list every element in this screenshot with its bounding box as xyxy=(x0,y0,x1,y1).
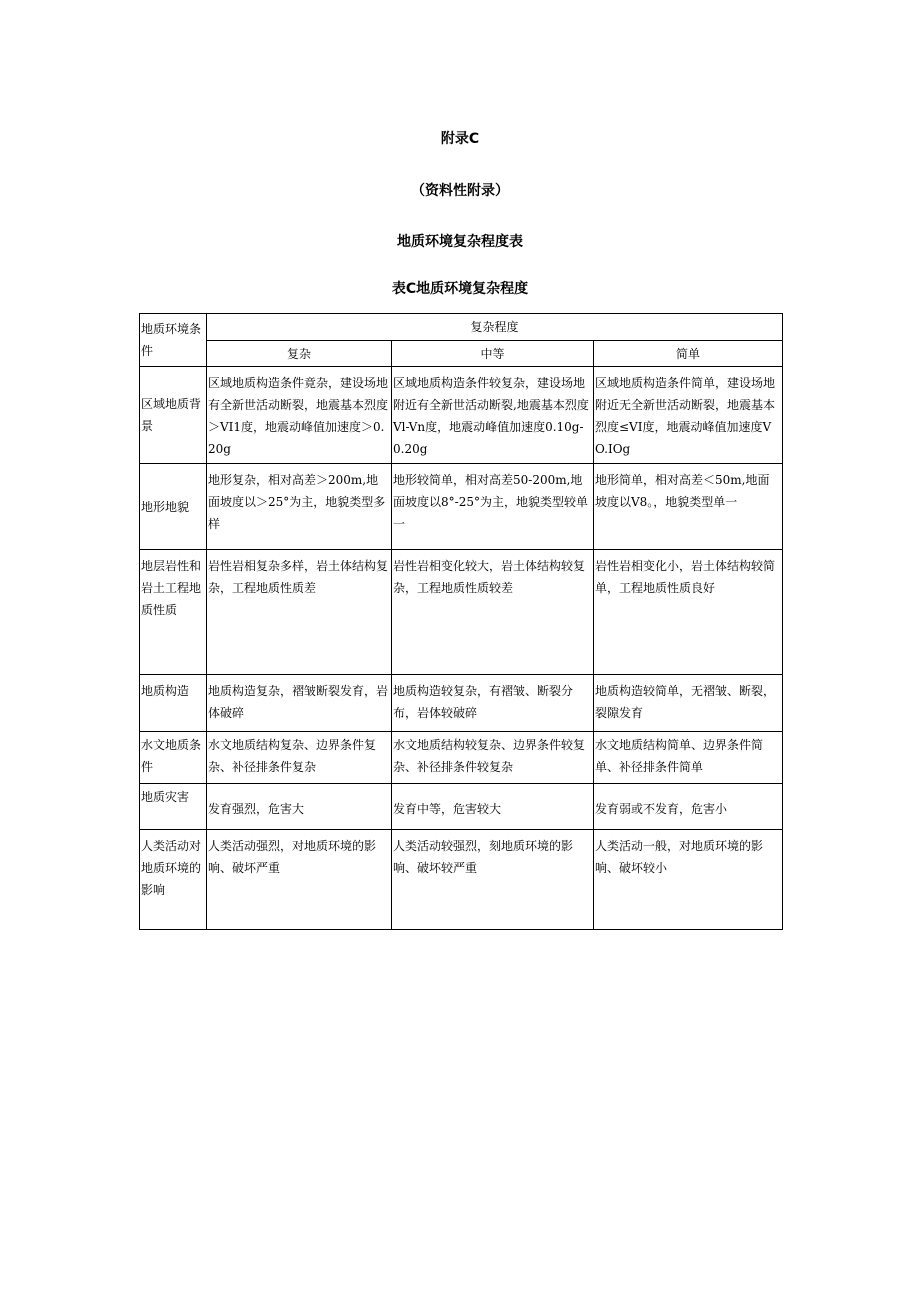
cell-simple: 地形简单，相对高差＜50m,地面坡度以V8。，地貌类型单一 xyxy=(594,464,783,550)
cell-simple: 发育弱或不发育，危害小 xyxy=(594,784,783,830)
appendix-note: （资料性附录） xyxy=(411,183,509,199)
row-condition: 地形地貌 xyxy=(140,464,207,550)
row-condition: 人类活动对地质环境的影响 xyxy=(140,830,207,930)
appendix-heading: 附录C xyxy=(440,131,480,147)
geo-complexity-table xyxy=(139,313,783,930)
row-condition: 地质灾害 xyxy=(140,784,207,830)
cell-complex: 地质构造复杂，褶皱断裂发育，岩体破碎 xyxy=(207,675,392,732)
cell-simple: 区域地质构造条件简单，建设场地附近无全新世活动断裂，地震基本烈度≤VI度，地震动峰值加速度VO.IOg xyxy=(594,367,783,464)
cell-medium: 发育中等，危害较大 xyxy=(392,784,594,830)
cell-medium: 区域地质构造条件较复杂，建设场地附近有全新世活动断裂,地震基本烈度Vl-Vn度，地震动峰值加速度0.10g-0.20g xyxy=(392,367,594,464)
cell-complex: 水文地质结构复杂、边界条件复杂、补径排条件复杂 xyxy=(207,732,392,784)
cell-simple: 人类活动一般，对地质环境的影响、破坏较小 xyxy=(594,830,783,930)
table-row xyxy=(140,550,783,675)
table-row xyxy=(140,830,783,930)
cell-medium: 岩性岩相变化较大，岩土体结构较复杂，工程地质性质较差 xyxy=(392,550,594,675)
table-caption: 表C地质环境复杂程度 xyxy=(391,281,529,297)
cell-medium: 地形较简单，相对高差50-200m,地面坡度以8°-25°为主，地貌类型较单一 xyxy=(392,464,594,550)
row-condition: 地质构造 xyxy=(140,675,207,732)
cell-complex: 地形复杂，相对高差＞200m,地面坡度以＞25°为主，地貌类型多样 xyxy=(207,464,392,550)
section-title: 地质环境复杂程度表 xyxy=(397,234,523,250)
cell-medium: 水文地质结构较复杂、边界条件较复杂、补径排条件较复杂 xyxy=(392,732,594,784)
cell-simple: 岩性岩相变化小，岩土体结构较简单，工程地质性质良好 xyxy=(594,550,783,675)
row-condition: 水文地质条件 xyxy=(140,732,207,784)
column-header-medium: 中等 xyxy=(392,341,594,367)
table-row xyxy=(140,784,783,830)
cell-medium: 人类活动较强烈，刻地质环境的影响、破坏较严重 xyxy=(392,830,594,930)
group-header: 复杂程度 xyxy=(207,314,783,341)
table-row xyxy=(140,367,783,464)
row-condition: 区域地质背景 xyxy=(140,367,207,464)
column-header-complex: 复杂 xyxy=(207,341,392,367)
table-row xyxy=(140,675,783,732)
table-row xyxy=(140,464,783,550)
cell-simple: 地质构造较简单，无褶皱、断裂，裂隙发育 xyxy=(594,675,783,732)
column-header-simple: 简单 xyxy=(594,341,783,367)
cell-complex: 区域地质构造条件竟杂，建设场地有全新世活动断裂，地震基本烈度＞VI1度，地震动峰值加速度＞0.20g xyxy=(207,367,392,464)
cell-medium: 地质构造较复杂，有褶皱、断裂分布，岩体较破碎 xyxy=(392,675,594,732)
corner-header: 地质环境条件 xyxy=(140,314,207,367)
row-condition: 地层岩性和岩土工程地质性质 xyxy=(140,550,207,675)
cell-complex: 岩性岩相复杂多样，岩土体结构复杂，工程地质性质差 xyxy=(207,550,392,675)
table-row xyxy=(140,732,783,784)
cell-complex: 人类活动强烈，对地质环境的影响、破坏严重 xyxy=(207,830,392,930)
cell-simple: 水文地质结构简单、边界条件简单、补径排条件简单 xyxy=(594,732,783,784)
cell-complex: 发育强烈，危害大 xyxy=(207,784,392,830)
